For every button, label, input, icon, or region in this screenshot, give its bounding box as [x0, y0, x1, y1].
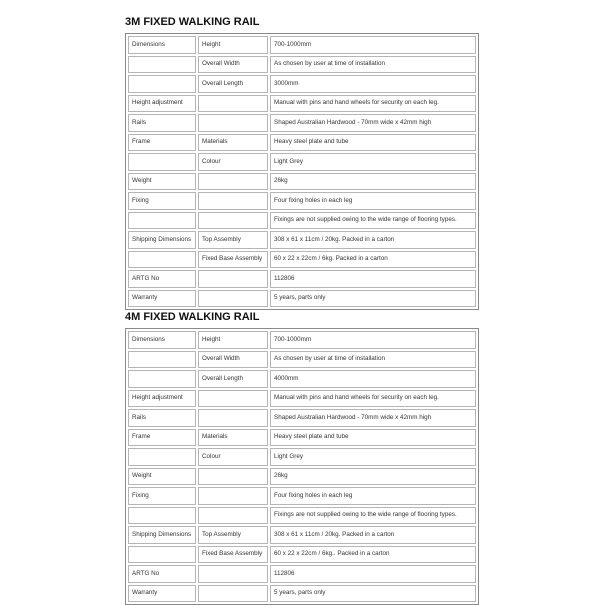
table-row [128, 212, 476, 230]
spec-label-cell: Fixing [128, 192, 196, 210]
spec-sublabel-cell: Fixed Base Assembly [198, 546, 268, 564]
spec-sublabel-cell [198, 212, 268, 230]
table-row [128, 56, 476, 74]
spec-value-cell: Light Grey [270, 448, 476, 466]
spec-section-4m [125, 307, 475, 605]
spec-sublabel-cell: Overall Width [198, 351, 268, 369]
table-row [128, 331, 476, 349]
spec-sublabel-cell: Colour [198, 448, 268, 466]
spec-label-cell: Weight [128, 173, 196, 191]
spec-label-cell: Warranty [128, 290, 196, 308]
spec-value-cell: 700-1000mm [270, 331, 476, 349]
table-row [128, 390, 476, 408]
table-row [128, 487, 476, 505]
spec-table [125, 33, 479, 310]
table-row [128, 526, 476, 544]
table-row [128, 173, 476, 191]
spec-label-cell: ARTG No [128, 565, 196, 583]
spec-value-cell: Heavy steel plate and tube [270, 429, 476, 447]
spec-label-cell [128, 351, 196, 369]
spec-label-cell: Weight [128, 468, 196, 486]
spec-sublabel-cell [198, 390, 268, 408]
spec-value-cell: Manual with pins and hand wheels for security on each leg. [270, 390, 476, 408]
spec-section-3m [125, 12, 475, 310]
spec-sublabel-cell [198, 468, 268, 486]
table-row [128, 370, 476, 388]
spec-value-cell: 5 years, parts only [270, 585, 476, 603]
spec-label-cell [128, 448, 196, 466]
table-row [128, 351, 476, 369]
spec-label-cell [128, 75, 196, 93]
spec-sublabel-cell: Height [198, 36, 268, 54]
table-row [128, 231, 476, 249]
spec-sublabel-cell [198, 487, 268, 505]
spec-sublabel-cell: Overall Width [198, 56, 268, 74]
spec-value-cell: Four fixing holes in each leg [270, 487, 476, 505]
table-row [128, 153, 476, 171]
spec-sublabel-cell [198, 409, 268, 427]
spec-sublabel-cell [198, 565, 268, 583]
spec-value-cell: Heavy steel plate and tube [270, 134, 476, 152]
spec-sublabel-cell [198, 507, 268, 525]
spec-value-cell: 3000mm [270, 75, 476, 93]
spec-label-cell [128, 370, 196, 388]
spec-value-cell: 308 x 61 x 11cm / 20kg. Packed in a carton [270, 231, 476, 249]
spec-value-cell: 60 x 22 x 22cm / 6kg. Packed in a carton [270, 251, 476, 269]
spec-label-cell: Height adjustment [128, 390, 196, 408]
spec-label-cell: Height adjustment [128, 95, 196, 113]
table-row [128, 251, 476, 269]
spec-value-cell: 26kg [270, 468, 476, 486]
spec-label-cell: Dimensions [128, 331, 196, 349]
spec-value-cell: 700-1000mm [270, 36, 476, 54]
spec-table [125, 328, 479, 605]
spec-label-cell: ARTG No [128, 270, 196, 288]
table-row [128, 546, 476, 564]
table-row [128, 114, 476, 132]
spec-sublabel-cell: Materials [198, 134, 268, 152]
spec-sublabel-cell: Fixed Base Assembly [198, 251, 268, 269]
spec-sublabel-cell [198, 270, 268, 288]
table-row [128, 75, 476, 93]
spec-sublabel-cell [198, 173, 268, 191]
spec-value-cell: 26kg [270, 173, 476, 191]
spec-label-cell [128, 546, 196, 564]
table-row [128, 192, 476, 210]
spec-value-cell: Fixings are not supplied owing to the wide range of flooring types. [270, 507, 476, 525]
section-title: 4M FIXED WALKING RAIL [125, 311, 260, 323]
spec-value-cell: Manual with pins and hand wheels for security on each leg. [270, 95, 476, 113]
spec-value-cell: Fixings are not supplied owing to the wide range of flooring types. [270, 212, 476, 230]
spec-label-cell: Dimensions [128, 36, 196, 54]
spec-sublabel-cell [198, 95, 268, 113]
spec-sublabel-cell [198, 114, 268, 132]
spec-value-cell: 5 years, parts only [270, 290, 476, 308]
table-row [128, 290, 476, 308]
spec-sublabel-cell: Height [198, 331, 268, 349]
spec-label-cell: Rails [128, 409, 196, 427]
spec-label-cell [128, 507, 196, 525]
spec-value-cell: Shaped Australian Hardwood - 70mm wide x 42mm high [270, 114, 476, 132]
spec-sublabel-cell: Top Assembly [198, 526, 268, 544]
spec-value-cell: 112806 [270, 565, 476, 583]
spec-sublabel-cell: Colour [198, 153, 268, 171]
spec-sublabel-cell: Overall Length [198, 75, 268, 93]
spec-sublabel-cell [198, 585, 268, 603]
spec-label-cell: Frame [128, 429, 196, 447]
spec-label-cell [128, 251, 196, 269]
spec-label-cell: Frame [128, 134, 196, 152]
spec-value-cell: As chosen by user at time of installation [270, 351, 476, 369]
spec-sublabel-cell [198, 192, 268, 210]
spec-sublabel-cell: Top Assembly [198, 231, 268, 249]
spec-table-body [128, 36, 476, 307]
spec-value-cell: 112806 [270, 270, 476, 288]
spec-value-cell: Four fixing holes in each leg [270, 192, 476, 210]
table-row [128, 409, 476, 427]
spec-sublabel-cell: Materials [198, 429, 268, 447]
spec-value-cell: Shaped Australian Hardwood - 70mm wide x 42mm high [270, 409, 476, 427]
spec-label-cell: Warranty [128, 585, 196, 603]
spec-table-body [128, 331, 476, 602]
spec-value-cell: 60 x 22 x 22cm / 6kg.. Packed in a carton [270, 546, 476, 564]
table-row [128, 468, 476, 486]
table-row [128, 448, 476, 466]
table-row [128, 95, 476, 113]
spec-label-cell: Rails [128, 114, 196, 132]
spec-label-cell [128, 212, 196, 230]
spec-label-cell [128, 153, 196, 171]
spec-value-cell: 4000mm [270, 370, 476, 388]
spec-label-cell: Shipping Dimensions [128, 231, 196, 249]
spec-label-cell: Fixing [128, 487, 196, 505]
section-title: 3M FIXED WALKING RAIL [125, 16, 260, 28]
table-row [128, 36, 476, 54]
table-row [128, 134, 476, 152]
table-row [128, 429, 476, 447]
table-row [128, 565, 476, 583]
spec-label-cell: Shipping Dimensions [128, 526, 196, 544]
table-row [128, 270, 476, 288]
spec-value-cell: As chosen by user at time of installation [270, 56, 476, 74]
spec-sublabel-cell: Overall Length [198, 370, 268, 388]
table-row [128, 585, 476, 603]
spec-sublabel-cell [198, 290, 268, 308]
spec-value-cell: Light Grey [270, 153, 476, 171]
spec-value-cell: 308 x 61 x 11cm / 20kg. Packed in a carton [270, 526, 476, 544]
spec-label-cell [128, 56, 196, 74]
table-row [128, 507, 476, 525]
